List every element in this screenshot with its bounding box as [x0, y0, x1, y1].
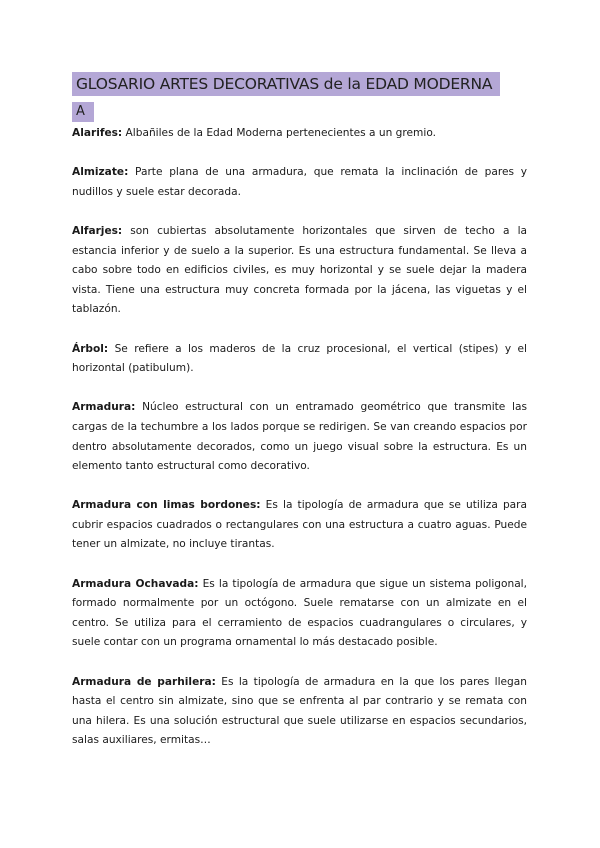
glossary-term: Armadura:	[72, 401, 136, 414]
glossary-term: Armadura de parhilera:	[72, 675, 216, 688]
glossary-entries	[72, 124, 527, 771]
glossary-term: Armadura con limas bordones:	[72, 499, 261, 512]
glossary-definition: Se refiere a los maderos de la cruz procesional, el vertical (stipes) y el horizontal (patibulum).	[72, 342, 527, 375]
glossary-entry	[72, 398, 527, 476]
glossary-entry	[72, 124, 527, 144]
glossary-entry	[72, 575, 527, 653]
glossary-definition: Albañiles de la Edad Moderna pertenecientes a un gremio.	[122, 127, 436, 139]
glossary-entry	[72, 496, 527, 555]
glossary-definition: son cubiertas absolutamente horizontales que sirven de techo a la estancia inferior y de suelo a la superior. Es una estructura fundamental. Se lleva a cabo sobre todo en edificios civiles, es muy horizontal y se suele dejar la madera vista. Tiene una estructura muy concreta formada por la jácena, las viguetas y el tablazón.	[72, 224, 527, 316]
glossary-definition: Es la tipología de armadura que sigue un sistema poligonal, formado normalmente por un octógono. Suele rematarse con un almizate en el centro. Se utiliza para el cerramiento de espacios cuadrangulares o circulares, y suele contar con un programa ornamental lo más destacado posible.	[72, 577, 527, 649]
glossary-definition: Parte plana de una armadura, que remata la inclinación de pares y nudillos y suele estar decorada.	[72, 166, 527, 198]
glossary-entry	[72, 163, 527, 202]
glossary-term: Alarifes:	[72, 127, 123, 139]
glossary-entry	[72, 222, 527, 320]
glossary-entry	[72, 340, 527, 379]
glossary-term: Armadura Ochavada:	[72, 577, 199, 590]
glossary-term: Almizate:	[72, 166, 129, 179]
glossary-term: Árbol:	[72, 342, 109, 355]
glossary-definition: Es la tipología de armadura que se utiliza para cubrir espacios cuadrados o rectangulares con una estructura a cuatro aguas. Puede tener un almizate, no incluye tirantas.	[72, 499, 528, 551]
glossary-definition: Núcleo estructural con un entramado geométrico que transmite las cargas de la techumbre a los lados porque se redirigen. Se van creando espacios por dentro absolutamente decorados, como un juego visual sobre la estructura. Es un elemento tanto estructural como decorativo.	[72, 401, 527, 473]
document-title: GLOSARIO ARTES DECORATIVAS de la EDAD MODERNA	[72, 72, 500, 96]
glossary-entry	[72, 673, 527, 751]
section-letter: A	[72, 102, 94, 122]
glossary-definition: Es la tipología de armadura en la que los pares llegan hasta el centro sin almizate, sino que se enfrenta al par contrario y se remata con una hilera. Es una solución estructural que suele utilizarse en espacios secundarios, salas auxiliares, ermitas…	[72, 675, 527, 747]
glossary-term: Alfarjes:	[72, 224, 123, 237]
